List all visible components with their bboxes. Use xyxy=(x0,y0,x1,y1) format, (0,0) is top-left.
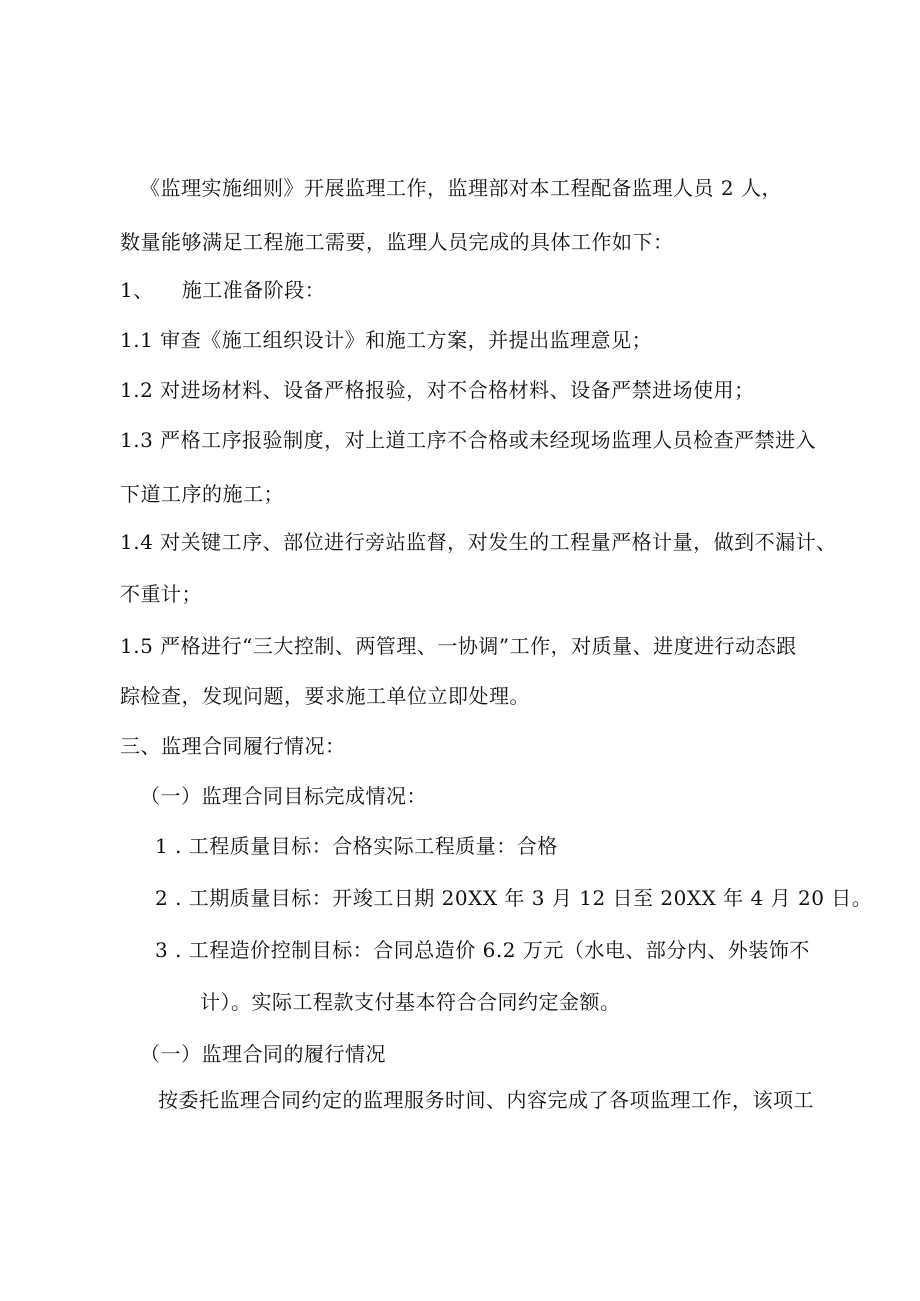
list-item: 1 . 工程质量目标：合格实际工程质量：合格 xyxy=(155,834,558,858)
paragraph-line: 《监理实施细则》开展监理工作，监理部对本工程配备监理人员 2 人， xyxy=(140,176,782,200)
list-item: 1.1 审查《施工组织设计》和施工方案，并提出监理意见； xyxy=(120,328,653,352)
list-item: 2 . 工期质量目标：开竣工日期 20XX 年 3 月 12 日至 20XX 年 4 月 20 日。 xyxy=(155,886,873,910)
list-item: 1.4 对关键工序、部位进行旁站监督，对发生的工程量严格计量，做到不漏计、 xyxy=(120,530,837,554)
list-item: 1.5 严格进行“三大控制、两管理、一协调”工作，对质量、进度进行动态跟 xyxy=(120,634,797,658)
list-item: 1.2 对进场材料、设备严格报验，对不合格材料、设备严禁进场使用； xyxy=(120,378,755,402)
list-item-continuation: 不重计； xyxy=(120,582,202,606)
list-item-continuation: 踪检查，发现问题，要求施工单位立即处理。 xyxy=(120,684,530,708)
section-heading xyxy=(120,278,325,302)
list-item: 1.3 严格工序报验制度，对上道工序不合格或未经现场监理人员检查严禁进入 xyxy=(120,428,817,452)
list-item-continuation: 计）。实际工程款支付基本符合合同约定金额。 xyxy=(200,990,621,1014)
list-item-continuation: 下道工序的施工； xyxy=(120,482,284,506)
section-heading: 三、监理合同履行情况： xyxy=(120,734,346,758)
section-number: 1、 xyxy=(120,278,154,302)
section-title: 施工准备阶段： xyxy=(181,278,326,302)
subsection-heading: （一）监理合同目标完成情况： xyxy=(140,784,427,808)
list-item: 3 . 工程造价控制目标：合同总造价 6.2 万元（水电、部分内、外装饰不 xyxy=(155,938,810,962)
paragraph-line: 数量能够满足工程施工需要，监理人员完成的具体工作如下： xyxy=(120,230,674,254)
subsection-heading: （一）监理合同的履行情况 xyxy=(140,1042,386,1066)
paragraph-line: 按委托监理合同约定的监理服务时间、内容完成了各项监理工作，该项工 xyxy=(158,1088,814,1112)
